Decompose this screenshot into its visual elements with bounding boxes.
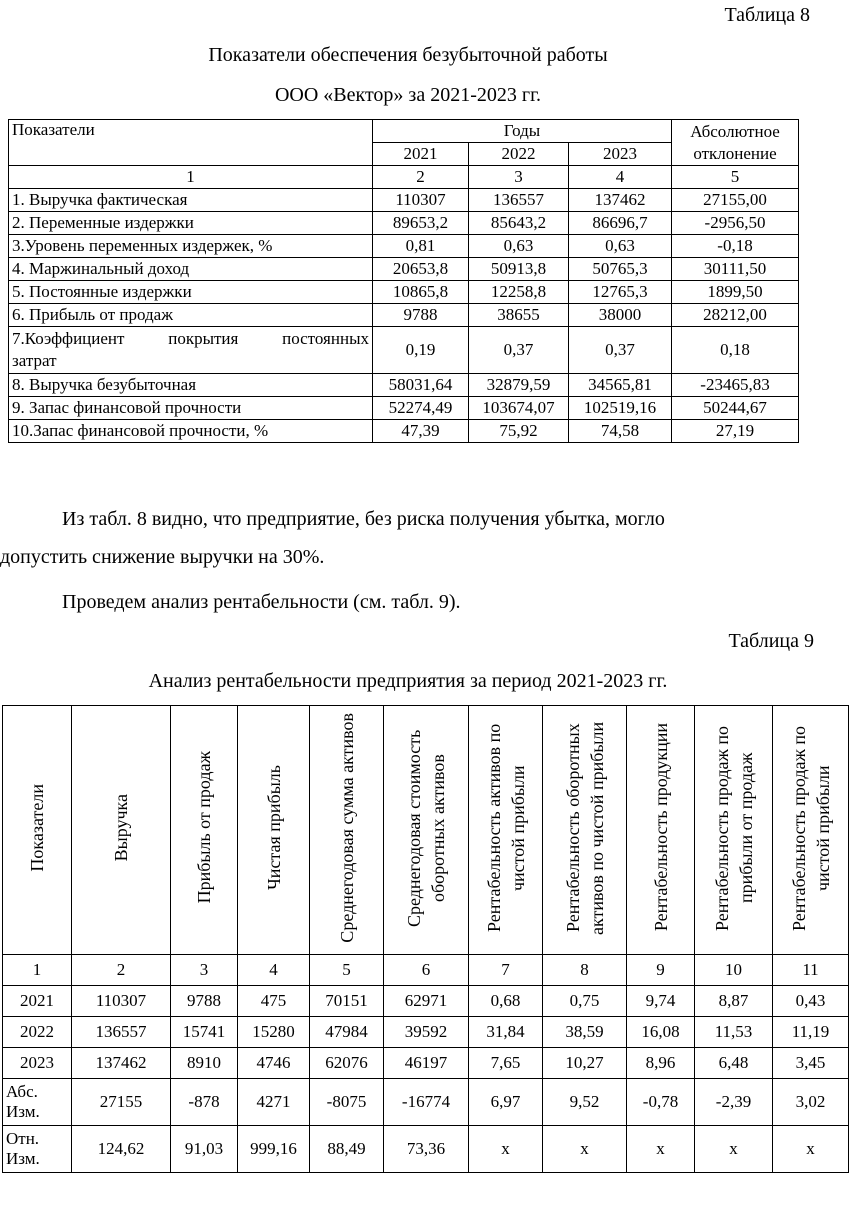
cell: 137462: [569, 189, 672, 212]
cell: 46197: [384, 1048, 469, 1079]
cell: 32879,59: [469, 374, 569, 397]
table-row: [9, 258, 799, 281]
cell: 0,18: [672, 327, 799, 374]
column-number: 9: [627, 955, 695, 986]
cell: 34565,81: [569, 374, 672, 397]
cell: 124,62: [72, 1126, 171, 1173]
table-row: [9, 374, 799, 397]
column-number: 2: [72, 955, 171, 986]
cell: 30111,50: [672, 258, 799, 281]
table-row: [3, 986, 849, 1017]
column-number: 1: [9, 166, 373, 189]
cell: 0,19: [373, 327, 469, 374]
cell: 136557: [469, 189, 569, 212]
cell: 75,92: [469, 420, 569, 443]
table-row: [9, 235, 799, 258]
cell: 38655: [469, 304, 569, 327]
row-label: 5. Постоянные издержки: [9, 281, 373, 304]
row-label: 8. Выручка безубыточная: [9, 374, 373, 397]
column-number: 3: [171, 955, 238, 986]
cell: 0,63: [469, 235, 569, 258]
header-cell: Показатели: [3, 706, 72, 955]
row-label: 2. Переменные издержки: [9, 212, 373, 235]
row-label: 4. Маржинальный доход: [9, 258, 373, 281]
row-label: 1. Выручка фактическая: [9, 189, 373, 212]
cell: 4271: [238, 1079, 310, 1126]
cell: 39592: [384, 1017, 469, 1048]
table-row: [9, 304, 799, 327]
cell: 73,36: [384, 1126, 469, 1173]
cell: 50913,8: [469, 258, 569, 281]
row-label: 2023: [3, 1048, 72, 1079]
cell: 47,39: [373, 420, 469, 443]
paragraph-2: Проведем анализ рентабельности (см. табл. 9).: [62, 591, 461, 613]
header-cell: Прибыль от продаж: [171, 706, 238, 955]
row-label: 7.Коэффициент покрытия постоянных затрат: [9, 327, 373, 374]
header-cell: Рентабельность оборотных активов по чистой прибыли: [543, 706, 627, 955]
cell: 47984: [310, 1017, 384, 1048]
breakeven-table: [8, 119, 799, 443]
cell: 31,84: [469, 1017, 543, 1048]
cell: 20653,8: [373, 258, 469, 281]
header-cell: Среднегодовая стоимость оборотных активов: [384, 706, 469, 955]
cell: 102519,16: [569, 397, 672, 420]
row-label: Отн. Изм.: [3, 1126, 72, 1173]
cell: 9788: [373, 304, 469, 327]
table-row: [9, 397, 799, 420]
cell: 10,27: [543, 1048, 627, 1079]
cell: 11,53: [695, 1017, 773, 1048]
column-number: 3: [469, 166, 569, 189]
cell: 475: [238, 986, 310, 1017]
cell: 8910: [171, 1048, 238, 1079]
cell: 0,37: [569, 327, 672, 374]
table8-title-line1: Показатели обеспечения безубыточной работы: [208, 44, 608, 66]
column-number: 5: [672, 166, 799, 189]
header-years: Годы: [373, 120, 672, 143]
cell: 0,43: [773, 986, 849, 1017]
cell: 74,58: [569, 420, 672, 443]
column-number: 6: [384, 955, 469, 986]
cell: 12765,3: [569, 281, 672, 304]
cell: 0,68: [469, 986, 543, 1017]
header-cell: Чистая прибыль: [238, 706, 310, 955]
column-numbers-row: [3, 955, 849, 986]
table-header-row: [9, 120, 799, 143]
column-number: 1: [3, 955, 72, 986]
cell: 0,75: [543, 986, 627, 1017]
table-row: [9, 281, 799, 304]
cell: -23465,83: [672, 374, 799, 397]
cell: -2956,50: [672, 212, 799, 235]
table-row: [9, 420, 799, 443]
cell: х: [469, 1126, 543, 1173]
cell: 38,59: [543, 1017, 627, 1048]
cell: 89653,2: [373, 212, 469, 235]
cell: 6,97: [469, 1079, 543, 1126]
cell: 9,52: [543, 1079, 627, 1126]
cell: -0,78: [627, 1079, 695, 1126]
cell: 88,49: [310, 1126, 384, 1173]
table-row: [3, 1126, 849, 1173]
cell: 16,08: [627, 1017, 695, 1048]
column-numbers-row: [9, 166, 799, 189]
cell: 27,19: [672, 420, 799, 443]
cell: х: [695, 1126, 773, 1173]
cell: 6,48: [695, 1048, 773, 1079]
header-cell: Выручка: [72, 706, 171, 955]
cell: 62971: [384, 986, 469, 1017]
cell: 27155: [72, 1079, 171, 1126]
cell: 50244,67: [672, 397, 799, 420]
table-row: [9, 212, 799, 235]
cell: 137462: [72, 1048, 171, 1079]
header-year: 2023: [569, 143, 672, 166]
cell: 28212,00: [672, 304, 799, 327]
cell: 85643,2: [469, 212, 569, 235]
profitability-table: [2, 705, 849, 1173]
table-row: [3, 1079, 849, 1126]
row-label: 10.Запас финансовой прочности, %: [9, 420, 373, 443]
row-label: 9. Запас финансовой прочности: [9, 397, 373, 420]
cell: 9788: [171, 986, 238, 1017]
table-row: [9, 189, 799, 212]
cell: х: [627, 1126, 695, 1173]
header-indicators: Показатели: [9, 120, 373, 166]
header-cell: Рентабельность продукции: [627, 706, 695, 955]
cell: 27155,00: [672, 189, 799, 212]
row-label: 6. Прибыль от продаж: [9, 304, 373, 327]
header-cell: Рентабельность продаж по чистой прибыли: [773, 706, 849, 955]
cell: х: [773, 1126, 849, 1173]
cell: 9,74: [627, 986, 695, 1017]
cell: 7,65: [469, 1048, 543, 1079]
cell: 103674,07: [469, 397, 569, 420]
column-number: 11: [773, 955, 849, 986]
cell: 0,37: [469, 327, 569, 374]
table9-title: Анализ рентабельности предприятия за период 2021-2023 гг.: [148, 670, 668, 692]
column-number: 2: [373, 166, 469, 189]
cell: 52274,49: [373, 397, 469, 420]
table9-label: Таблица 9: [728, 630, 814, 652]
cell: -0,18: [672, 235, 799, 258]
header-year: 2021: [373, 143, 469, 166]
cell: 0,63: [569, 235, 672, 258]
cell: 12258,8: [469, 281, 569, 304]
cell: 136557: [72, 1017, 171, 1048]
paragraph-1-line-1: Из табл. 8 видно, что предприятие, без риска получения убытка, могло: [62, 508, 665, 530]
header-cell: Рентабельность активов по чистой прибыли: [469, 706, 543, 955]
table-header-row: [3, 706, 849, 955]
table-row: [9, 327, 799, 374]
cell: -2,39: [695, 1079, 773, 1126]
table-row: [3, 1048, 849, 1079]
cell: 8,96: [627, 1048, 695, 1079]
cell: 50765,3: [569, 258, 672, 281]
cell: 3,02: [773, 1079, 849, 1126]
cell: 58031,64: [373, 374, 469, 397]
cell: 110307: [72, 986, 171, 1017]
column-number: 4: [238, 955, 310, 986]
column-number: 7: [469, 955, 543, 986]
cell: 999,16: [238, 1126, 310, 1173]
table8-label: Таблица 8: [724, 4, 810, 26]
header-cell: Рентабельность продаж по прибыли от продаж: [695, 706, 773, 955]
cell: -16774: [384, 1079, 469, 1126]
header-abs-deviation: Абсолютное отклонение: [672, 120, 799, 166]
column-number: 4: [569, 166, 672, 189]
header-cell: Среднегодовая сумма активов: [310, 706, 384, 955]
cell: -878: [171, 1079, 238, 1126]
column-number: 5: [310, 955, 384, 986]
cell: 91,03: [171, 1126, 238, 1173]
cell: 8,87: [695, 986, 773, 1017]
row-label: 2022: [3, 1017, 72, 1048]
row-label: 2021: [3, 986, 72, 1017]
header-year: 2022: [469, 143, 569, 166]
table8-title-line2: ООО «Вектор» за 2021-2023 гг.: [274, 84, 542, 106]
cell: 86696,7: [569, 212, 672, 235]
cell: 62076: [310, 1048, 384, 1079]
paragraph-1-line-2: допустить снижение выручки на 30%.: [0, 546, 325, 568]
row-label: Абс. Изм.: [3, 1079, 72, 1126]
cell: 15741: [171, 1017, 238, 1048]
cell: 10865,8: [373, 281, 469, 304]
cell: 110307: [373, 189, 469, 212]
cell: х: [543, 1126, 627, 1173]
cell: 11,19: [773, 1017, 849, 1048]
cell: 4746: [238, 1048, 310, 1079]
cell: -8075: [310, 1079, 384, 1126]
row-label: 3.Уровень переменных издержек, %: [9, 235, 373, 258]
cell: 15280: [238, 1017, 310, 1048]
cell: 70151: [310, 986, 384, 1017]
cell: 3,45: [773, 1048, 849, 1079]
table-row: [3, 1017, 849, 1048]
cell: 1899,50: [672, 281, 799, 304]
cell: 38000: [569, 304, 672, 327]
column-number: 10: [695, 955, 773, 986]
column-number: 8: [543, 955, 627, 986]
cell: 0,81: [373, 235, 469, 258]
